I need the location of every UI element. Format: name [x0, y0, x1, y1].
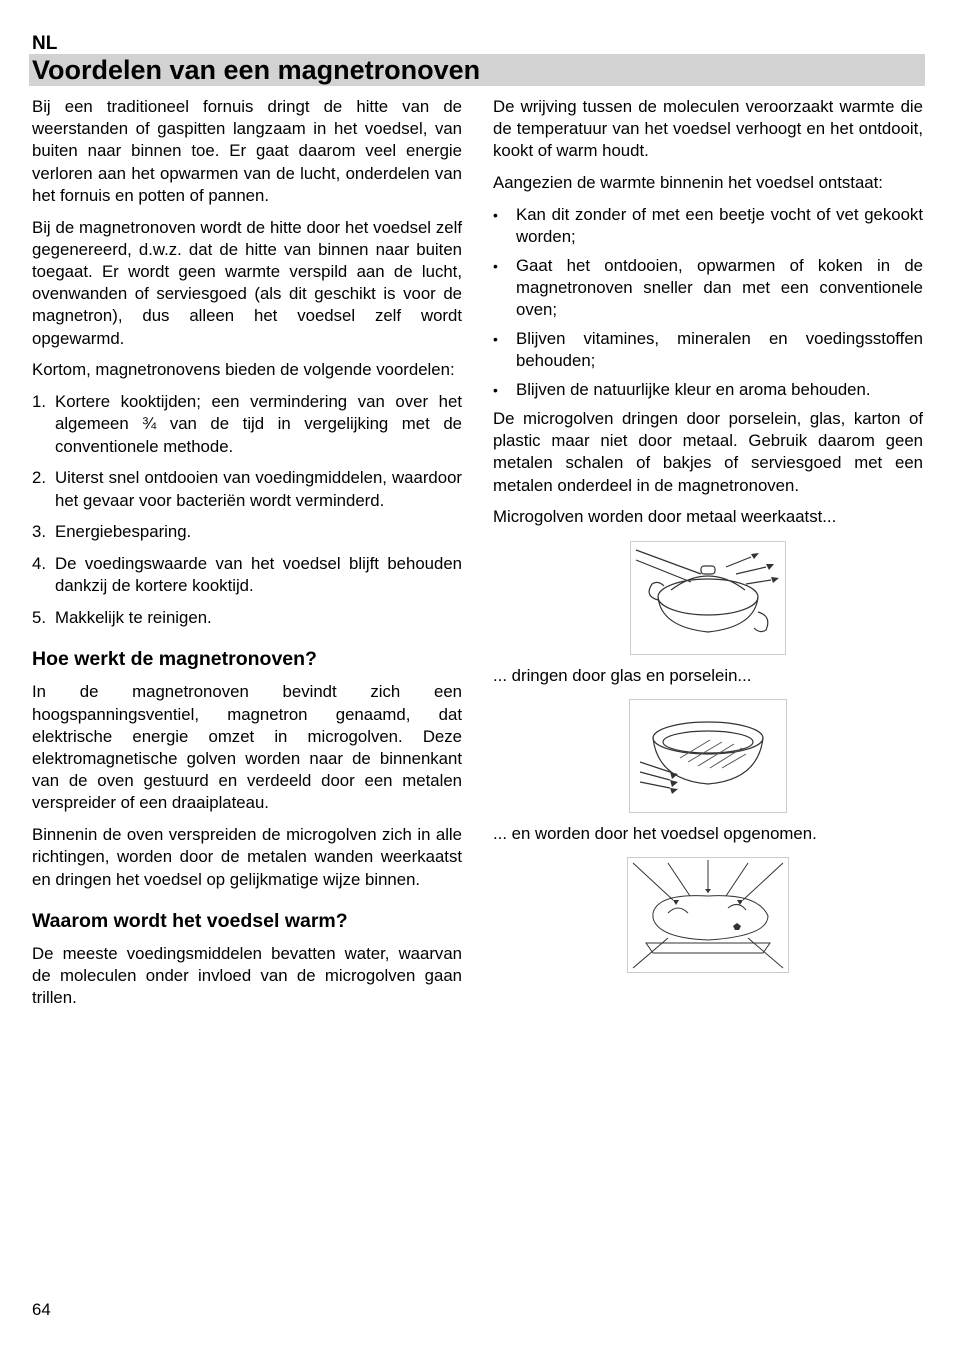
- food-absorption-illustration: [627, 857, 789, 973]
- list-item: 5. Makkelijk te reinigen.: [32, 608, 212, 628]
- list-item: • Blijven vitamines, mineralen en voedingsstoffen behouden;: [493, 329, 923, 371]
- paragraph: De wrijving tussen de moleculen veroorzaakt warmte die de temperatuur van het voedsel verhoogt en het ontdooit, kookt of warm houdt.: [493, 97, 923, 161]
- paragraph: De microgolven dringen door porselein, glas, karton of plastic maar niet door metaal. Gebruik daarom geen metalen schalen of bakjes of serviesgoed met een metalen onderdeel in de magnetronoven.: [493, 409, 923, 495]
- paragraph: Bij een traditioneel fornuis dringt de hitte van de weerstanden of gaspitten langzaam in het voedsel, van buiten naar binnen toe. Er gaat daarom veel energie verloren aan het opwarmen van de lucht, onderdelen van het fornuis en potten of pannen.: [32, 97, 462, 205]
- left-column: [32, 96, 462, 1019]
- advantages-list: [32, 391, 462, 629]
- language-label: NL: [32, 33, 58, 54]
- paragraph: Bij de magnetronoven wordt de hitte door het voedsel zelf gegenereerd, d.w.z. dat de hitte van binnen naar buiten toegaat. Er wordt geen warmte verspild aan de lucht, ovenwanden of serviesgoed (als dit geschikt is voor de magnetron), dus alleen het voedsel zelf wordt opgewarmd.: [32, 217, 462, 348]
- list-item: 1. Kortere kooktijden; een vermindering van over het algemeen ¾ van de tijd in vergelijking met de conventionele methode.: [32, 392, 462, 456]
- paragraph: Aangezien de warmte binnenin het voedsel ontstaat:: [493, 173, 883, 193]
- paragraph: De meeste voedingsmiddelen bevatten water, waarvan de moleculen onder invloed van de microgolven gaan trillen.: [32, 943, 462, 1008]
- section-heading: Waarom wordt het voedsel warm?: [32, 909, 348, 932]
- list-item: • Blijven de natuurlijke kleur en aroma behouden.: [493, 380, 871, 400]
- paragraph: In de magnetronoven bevindt zich een hoogspanningsventiel, magnetron genaamd, dat elektrische energie omzet in microgolven. Deze elektromagnetische golven worden naar de binnenkant van de oven gestuurd en verdeeld door een metalen verspreider of een draaiplateau.: [32, 682, 462, 813]
- title-bar: [29, 54, 925, 86]
- list-item: 3. Energiebesparing.: [32, 522, 192, 542]
- list-item: 2. Uiterst snel ontdooien van voedingmiddelen, waardoor het gevaar voor bacteriën wordt verminderd.: [32, 468, 462, 510]
- caption: ... dringen door glas en porselein...: [493, 665, 752, 685]
- list-item: • Kan dit zonder of met een beetje vocht of vet gekookt worden;: [493, 205, 923, 247]
- paragraph: Binnenin de oven verspreiden de microgolven zich in alle richtingen, worden door de metalen wanden weerkaatst en dringen het voedsel op gelijkmatige wijze binnen.: [32, 825, 462, 889]
- caption: ... en worden door het voedsel opgenomen.: [493, 823, 817, 843]
- benefits-list: [493, 204, 923, 401]
- paragraph: Kortom, magnetronovens bieden de volgende voordelen:: [32, 360, 455, 380]
- list-item: 4. De voedingswaarde van het voedsel blijft behouden dankzij de kortere kooktijd.: [32, 554, 462, 596]
- page-title: Voordelen van een magnetronoven: [32, 55, 481, 85]
- caption: Microgolven worden door metaal weerkaatst...: [493, 507, 837, 527]
- list-item: • Gaat het ontdooien, opwarmen of koken in de magnetronoven sneller dan met een conventionele oven;: [493, 256, 923, 320]
- section-heading: Hoe werkt de magnetronoven?: [32, 648, 317, 671]
- glass-dish-illustration: [629, 699, 787, 813]
- right-column: [493, 96, 923, 983]
- page-number: 64: [32, 1300, 51, 1319]
- metal-pot-illustration: [630, 541, 786, 655]
